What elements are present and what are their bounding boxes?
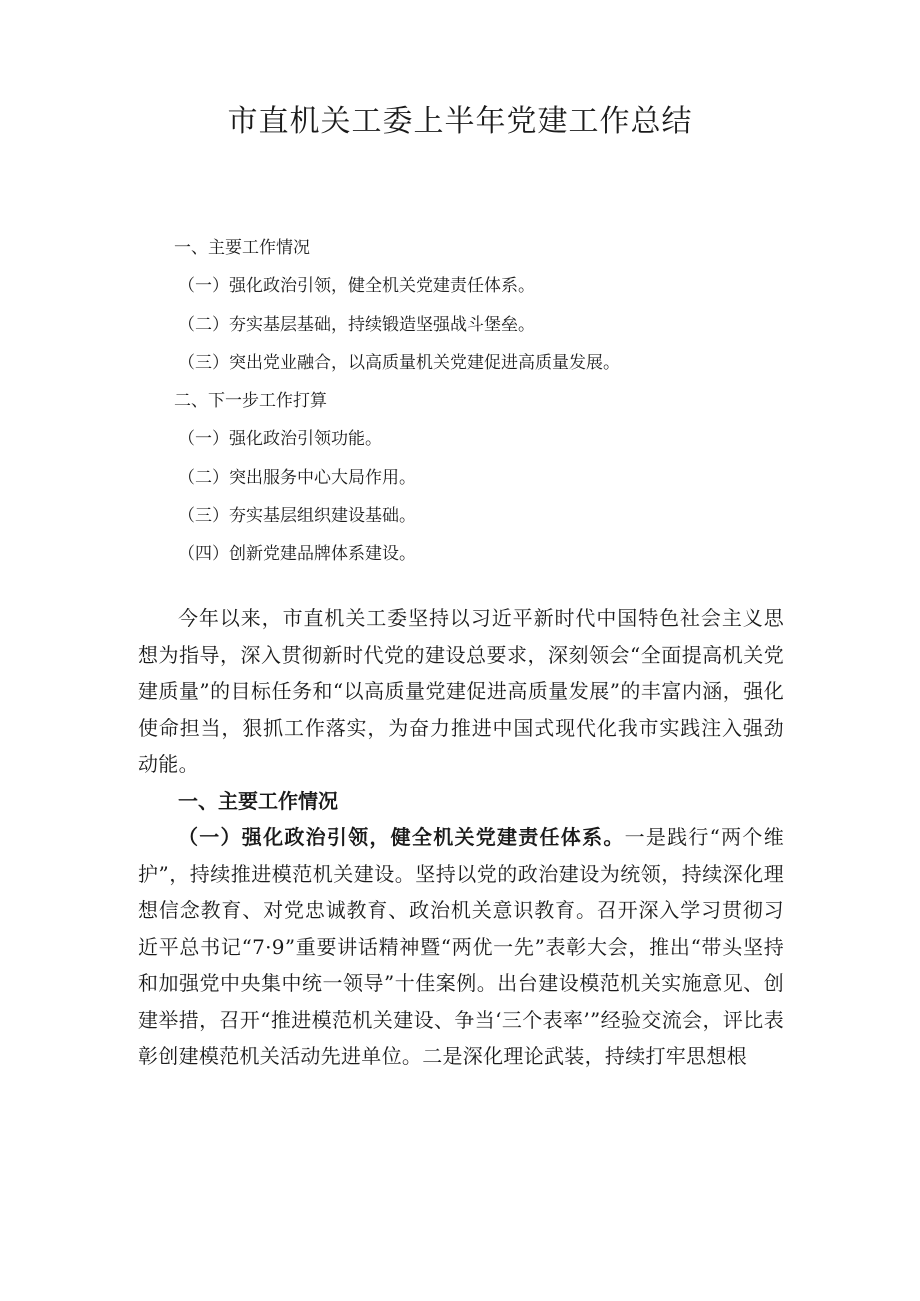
outline-item: 一、主要工作情况 bbox=[174, 238, 310, 258]
document-body bbox=[138, 600, 784, 1075]
outline-item: 二、下一步工作打算 bbox=[174, 391, 327, 412]
section-paragraph bbox=[138, 819, 784, 1075]
outline-item: （一）强化政治引领功能。 bbox=[178, 429, 382, 450]
outline-item: （三）夯实基层组织建设基础。 bbox=[178, 506, 416, 527]
outline-item: （三）突出党业融合，以高质量机关党建促进高质量发展。 bbox=[178, 352, 620, 373]
subsection-body: 一是践行“两个维护”，持续推进模范机关建设。坚持以党的政治建设为统领，持续深化理想信念教育、对党忠诚教育、政治机关意识教育。召开深入学习贯彻习近平总书记“7·9”重要讲话精神暨“两优一先”表彰大会，推出“带头坚持和加强党中央集中统一领导”十佳案例。出台建设模范机关实施意见、创建举措，召开“推进模范机关建设、争当‘三个表率’”经验交流会，评比表彰创建模范机关活动先进单位。二是深化理论武装，持续打牢思想根 bbox=[138, 825, 784, 1068]
outline-list bbox=[174, 229, 794, 574]
intro-paragraph: 今年以来，市直机关工委坚持以习近平新时代中国特色社会主义思想为指导，深入贯彻新时代党的建设总要求，深刻领会“全面提高机关党建质量”的目标任务和“以高质量党建促进高质量发展”的丰富内涵，强化使命担当，狠抓工作落实，为奋力推进中国式现代化我市实践注入强劲动能。 bbox=[138, 606, 784, 776]
outline-item: （四）创新党建品牌体系建设。 bbox=[178, 544, 416, 565]
subsection-lead: （一）强化政治引领，健全机关党建责任体系。 bbox=[178, 825, 625, 849]
outline-item: （一）强化政治引领，健全机关党建责任体系。 bbox=[178, 276, 535, 297]
outline-item: （二）突出服务中心大局作用。 bbox=[178, 467, 416, 488]
section-heading: 一、主要工作情况 bbox=[178, 788, 338, 813]
outline-item: （二）夯实基层基础，持续锻造坚强战斗堡垒。 bbox=[178, 314, 535, 335]
document-title: 市直机关工委上半年党建工作总结 bbox=[227, 104, 693, 139]
